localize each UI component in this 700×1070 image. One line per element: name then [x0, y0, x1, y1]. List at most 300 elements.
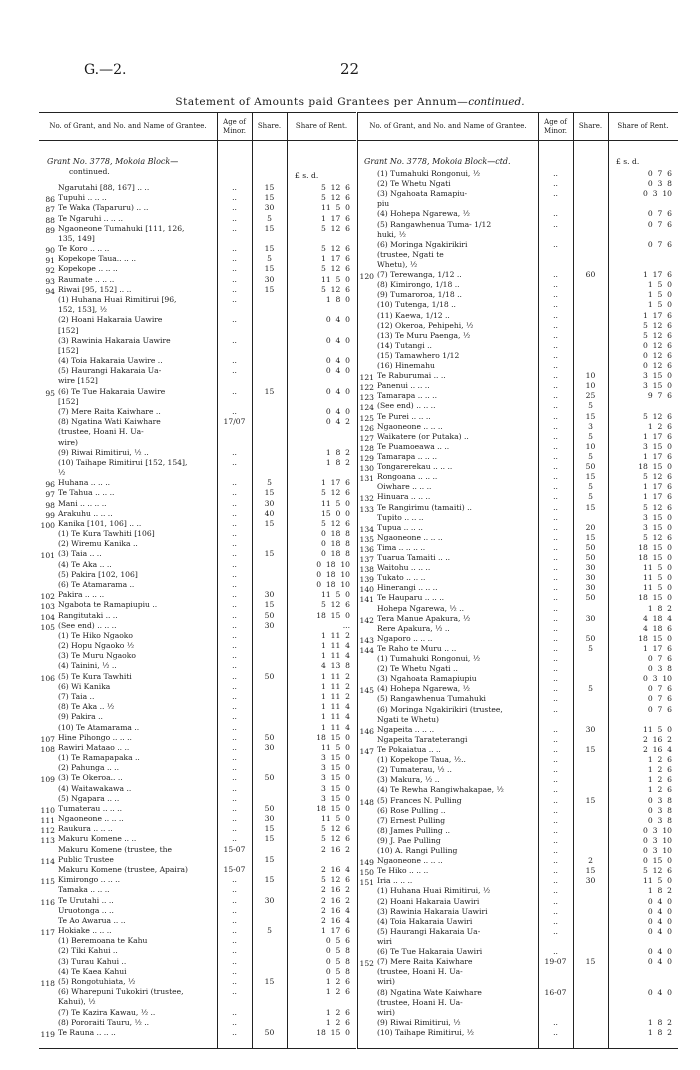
table-row — [358, 684, 678, 696]
table-row — [39, 315, 356, 324]
table-row — [358, 1018, 678, 1027]
rent-amount: 5 12 6 — [321, 193, 350, 203]
grantee-name: Whetu), ½ — [377, 259, 418, 269]
table-row — [39, 346, 356, 355]
table-row — [39, 549, 356, 561]
rent-amount: 3 15 0 — [321, 753, 350, 762]
grant-number: 115 — [40, 877, 55, 887]
minor-age: .. — [232, 284, 237, 294]
share-value: 15 — [264, 386, 275, 396]
grantee-name: (1) Tumahuki Rongonui, ½ — [377, 654, 481, 663]
grantee-name: Ngabota te Ramapiupiu .. — [58, 600, 158, 610]
rent-amount: 3 15 0 — [643, 371, 672, 381]
grantee-name: Raumate .. .. .. — [58, 274, 115, 284]
rent-amount: 0 7 6 — [647, 239, 672, 249]
grantee-name: Te Puamoeawa .. .. — [377, 441, 450, 451]
share-value: 60 — [585, 270, 596, 279]
minor-age: .. — [232, 773, 237, 783]
rent-amount: 3 15 0 — [643, 512, 672, 522]
minor-age: .. — [553, 472, 558, 482]
grantee-name: (9) Riwai Rimitirui, ½ — [377, 1017, 461, 1027]
grantee-name: Te Rangirimu (tamaiti) .. — [377, 502, 472, 512]
table-row — [39, 824, 356, 836]
rent-amount: 0 4 0 — [647, 926, 672, 936]
share-value: 30 — [585, 583, 596, 593]
minor-age: .. — [232, 1017, 237, 1027]
rent-amount: 4 18 6 — [643, 623, 672, 633]
grant-number: 104 — [40, 612, 55, 622]
grantee-name: [152] — [58, 345, 79, 355]
table-row — [358, 482, 678, 491]
table-row — [358, 573, 678, 585]
rent-amount: 5 12 6 — [321, 264, 350, 274]
rent-amount: 0 7 6 — [647, 654, 672, 663]
grantee-name: (8) Te Aka .. ½ — [58, 702, 115, 712]
share-value: 15 — [264, 244, 275, 254]
share-value: 15 — [585, 866, 596, 876]
table-row — [39, 509, 356, 518]
table-row — [358, 745, 678, 754]
grant-number: 140 — [359, 585, 374, 595]
rent-amount: 1 8 2 — [647, 1017, 672, 1027]
grant-number: 101 — [40, 551, 55, 561]
minor-age: .. — [553, 765, 558, 775]
rent-amount: 0 4 0 — [647, 987, 672, 997]
share-value: 30 — [264, 590, 275, 600]
grantee-name: (2) Wiremu Kanika .. — [58, 539, 138, 549]
minor-age: .. — [232, 651, 237, 661]
grant-number: 88 — [45, 215, 55, 225]
minor-age: .. — [232, 600, 237, 610]
grantee-name: Arakuhu .. .. .. — [58, 508, 113, 518]
table-row — [358, 533, 678, 542]
share-value: 30 — [264, 742, 275, 752]
rent-amount: 5 12 6 — [321, 488, 350, 498]
table-row — [39, 376, 356, 385]
minor-age: .. — [232, 254, 237, 264]
grant-number: 138 — [359, 565, 374, 575]
table-row — [358, 543, 678, 552]
minor-age: .. — [553, 947, 558, 957]
minor-age: .. — [232, 641, 237, 650]
grant-number: 120 — [359, 272, 374, 281]
grantee-name: Ngaoneone .. .. .. — [58, 814, 124, 824]
grant-number: 143 — [359, 635, 374, 645]
rent-amount: 0 3 10 — [643, 825, 672, 835]
grant-number: 117 — [40, 928, 55, 937]
rent-amount: 0 7 6 — [647, 684, 672, 694]
table-row — [39, 855, 356, 864]
rent-amount: 1 11 4 — [321, 641, 350, 650]
grantee-name: wiri) — [377, 1007, 395, 1017]
grantee-name: (7) Te Kazira Kawau, ½ .. — [58, 1007, 156, 1017]
grantee-name: Te Hauparu .. .. .. — [377, 593, 445, 603]
table-row — [358, 391, 678, 403]
share-value: 30 — [264, 498, 275, 508]
rent-amount: 0 3 8 — [647, 805, 672, 815]
grantee-name: (1) Kopekope Taua, ½.. — [377, 755, 466, 765]
grantee-name: Hohepa Ngarewa, ½ .. — [377, 603, 464, 613]
table-row — [358, 311, 678, 320]
rent-amount: 1 5 0 — [647, 280, 672, 290]
table-row — [39, 326, 356, 335]
table-row — [358, 381, 678, 393]
table-row — [358, 957, 678, 969]
rent-amount: 1 8 2 — [647, 1027, 672, 1037]
grantee-name: (6) Te Tue Hakaraia Uawiri — [377, 947, 483, 957]
rent-amount: 0 3 10 — [643, 189, 672, 199]
grantee-name: (4) Te Aka .. .. — [58, 559, 112, 569]
minor-age: .. — [232, 885, 237, 895]
grantee-name: Panenui .. .. .. — [377, 381, 430, 391]
minor-age: .. — [553, 270, 558, 279]
table-row — [358, 775, 678, 784]
rent-amount: 18 15 0 — [638, 462, 672, 471]
share-value: 15 — [264, 976, 275, 986]
share-value: 5 — [267, 213, 272, 223]
rent-amount: 0 7 6 — [647, 694, 672, 704]
minor-age: .. — [232, 732, 237, 742]
grant-number: 116 — [40, 897, 55, 907]
grantee-name: Tukato .. .. .. — [377, 573, 426, 583]
rent-amount: 1 11 2 — [321, 671, 350, 681]
share-value: 5 — [267, 926, 272, 935]
minor-age: .. — [232, 539, 237, 549]
minor-age: .. — [232, 569, 237, 579]
table-row — [39, 529, 356, 538]
rent-amount: 2 16 4 — [321, 905, 350, 915]
rent-amount: 3 15 0 — [643, 522, 672, 532]
minor-age: .. — [553, 583, 558, 593]
table-row — [39, 977, 356, 986]
rent-amount: 11 5 0 — [643, 573, 672, 583]
grantee-name: Rongoana .. .. .. — [377, 472, 438, 482]
rent-amount: 18 15 0 — [638, 553, 672, 562]
grantee-name: Makuru Komene (trustee, Apaira) — [58, 865, 188, 874]
grantee-name: [152] — [58, 325, 79, 335]
minor-age: .. — [232, 356, 237, 365]
grantee-name: Te Urutahi .. .. — [58, 895, 114, 905]
grantee-name: (3) Te Okeroa.. .. — [58, 773, 123, 783]
grant-number: 113 — [40, 836, 55, 846]
rent-amount: 18 15 0 — [638, 633, 672, 643]
grantee-name: (5) Rongotuhiata, ½ — [58, 976, 136, 986]
grantee-name: Hine Pihongo .. .. .. — [58, 732, 132, 742]
table-row — [39, 285, 356, 294]
table-row — [39, 305, 356, 314]
minor-age: .. — [232, 905, 237, 915]
grant-number: 103 — [40, 602, 55, 612]
minor-age: .. — [553, 805, 558, 815]
table-row — [39, 753, 356, 762]
table-row — [358, 917, 678, 926]
minor-age: .. — [553, 886, 558, 896]
grantee-name: (4) Te Rewha Rangiwhakapae, ½ — [377, 785, 504, 795]
grant-number: 91 — [45, 256, 55, 266]
minor-age: .. — [232, 742, 237, 752]
grant-number: 89 — [45, 225, 55, 235]
grantee-name: (4) Waitawakawa .. — [58, 783, 132, 793]
grant-number: 130 — [359, 464, 374, 473]
grantee-name: Waitohu .. .. .. — [377, 563, 431, 573]
table-row — [358, 300, 678, 309]
rent-amount: 0 3 8 — [647, 179, 672, 189]
minor-age: .. — [553, 734, 558, 744]
minor-age: .. — [553, 512, 558, 522]
rent-amount: 2 16 4 — [321, 915, 350, 925]
table-row — [39, 193, 356, 205]
grant-number: 150 — [359, 868, 374, 878]
table-row — [39, 275, 356, 284]
section-title: Grant No. 3778, Mokoia Block—ctd. — [364, 157, 511, 166]
table-row — [358, 937, 678, 946]
col-header-share: Share. — [252, 113, 287, 141]
grantee-name: (8) Ngatina Wate Kaiwhare — [377, 987, 482, 997]
rent-amount: 3 15 0 — [643, 381, 672, 391]
share-value: 15 — [585, 745, 596, 754]
grantee-name: Rangitutaki .. .. — [58, 610, 118, 620]
table-row — [358, 169, 678, 178]
rent-amount: 0 5 8 — [325, 956, 350, 966]
share-value: 30 — [585, 563, 596, 573]
grantee-name: Uruotonga .. .. — [58, 905, 114, 915]
share-value: 25 — [585, 391, 596, 401]
table-row — [39, 784, 356, 793]
table-row — [358, 624, 678, 633]
minor-age: .. — [553, 431, 558, 441]
table-row — [39, 763, 356, 772]
minor-age: .. — [232, 1007, 237, 1017]
rent-amount: 0 5 8 — [325, 966, 350, 976]
grantee-name: Te Ao Awarua .. .. — [58, 915, 126, 925]
table-row — [358, 401, 678, 413]
grantee-name: (4) Hohepa Ngarewa, ½ — [377, 209, 470, 219]
grantee-name: (1) Huhana Huai Rimitirui [96, — [58, 295, 177, 304]
share-value: 15 — [585, 411, 596, 421]
share-value: 10 — [585, 441, 596, 451]
grant-number: 87 — [45, 205, 55, 215]
table-row — [39, 427, 356, 436]
minor-age: .. — [232, 671, 237, 681]
minor-age: .. — [232, 498, 237, 508]
table-row — [358, 705, 678, 714]
minor-age: .. — [553, 401, 558, 411]
table-row — [358, 674, 678, 683]
table-row — [39, 600, 356, 612]
grantee-name: (6) Wharepuni Tukokiri (trustee, — [58, 987, 184, 997]
grantee-name: Ngapeita Tarateterangi — [377, 734, 468, 744]
minor-age: .. — [553, 613, 558, 623]
grantee-name: Te Rauna .. .. .. — [58, 1027, 116, 1037]
grantee-name: Kopekope Taua.. .. .. — [58, 254, 137, 264]
minor-age: .. — [553, 664, 558, 674]
grantee-name: huki, ½ — [377, 229, 406, 239]
grantee-name: (3) Ngahoata Ramapiu- — [377, 189, 468, 199]
table-row — [358, 412, 678, 421]
rent-amount: 0 7 6 — [647, 219, 672, 229]
rent-amount: 5 12 6 — [643, 330, 672, 340]
grant-number: 99 — [45, 510, 55, 520]
rent-amount: 1 11 4 — [321, 712, 350, 722]
table-row — [358, 432, 678, 441]
grant-number: 126 — [359, 423, 374, 433]
minor-age: .. — [232, 447, 237, 457]
rent-amount: 11 5 0 — [321, 814, 350, 824]
minor-age: .. — [232, 213, 237, 223]
grantee-name: (6) Moringa Ngakirikiri — [377, 239, 468, 249]
grantee-name: Pakira .. .. .. — [58, 590, 105, 600]
grantee-name: Huhana .. .. .. — [58, 478, 111, 488]
grantee-name: (5) Frances N. Pulling — [377, 795, 462, 805]
rent-amount: 1 2 6 — [325, 1007, 350, 1017]
share-value: 15 — [264, 600, 275, 610]
minor-age: .. — [553, 219, 558, 229]
rent-amount: 1 11 2 — [321, 630, 350, 640]
table-row — [39, 946, 356, 955]
table-row — [358, 230, 678, 239]
table-row — [39, 651, 356, 660]
grantee-name: (11) Kaewa, 1/12 .. — [377, 310, 450, 320]
grant-number: 108 — [40, 744, 55, 754]
share-value: 5 — [588, 492, 593, 502]
minor-age: .. — [232, 722, 237, 732]
minor-age: .. — [553, 704, 558, 714]
rent-amount: 0 4 0 — [325, 335, 350, 345]
grantee-name: Tongarerekau .. .. .. — [377, 462, 453, 471]
grantee-name: Makuru Komene .. .. — [58, 834, 137, 844]
grantee-name: Te Tahua .. .. .. — [58, 488, 115, 498]
grantee-name: Te Raburumai .. .. — [377, 371, 446, 381]
minor-age: .. — [232, 681, 237, 691]
rent-amount: 1 17 6 — [643, 492, 672, 502]
share-value: 50 — [585, 542, 596, 552]
rent-amount: 0 7 6 — [647, 169, 672, 178]
share-value: 30 — [264, 895, 275, 905]
rent-amount: 1 17 6 — [643, 482, 672, 492]
rent-amount: 5 12 6 — [643, 502, 672, 512]
minor-age: .. — [232, 559, 237, 569]
grant-number: 102 — [40, 592, 55, 602]
minor-age: .. — [553, 532, 558, 542]
table-row — [358, 907, 678, 916]
rent-amount: 18 15 0 — [638, 593, 672, 603]
rent-amount: 5 12 6 — [321, 284, 350, 294]
table-row — [39, 1008, 356, 1017]
minor-age: .. — [232, 518, 237, 528]
share-value: 30 — [264, 814, 275, 824]
table-row — [358, 452, 678, 461]
table-row — [358, 442, 678, 451]
grantee-name: 135, 149] — [58, 233, 95, 243]
grant-number: 109 — [40, 775, 55, 785]
grantee-name: Public Trustee — [58, 854, 114, 864]
rent-amount: 1 11 2 — [321, 691, 350, 701]
share-value: 15 — [264, 264, 275, 274]
table-row — [358, 664, 678, 673]
table-row — [358, 604, 678, 613]
minor-age: .. — [232, 946, 237, 956]
minor-age: 19-07 — [544, 957, 567, 967]
grant-number: 112 — [40, 826, 55, 836]
grant-number: 119 — [40, 1029, 55, 1039]
table-row — [39, 906, 356, 915]
minor-age: .. — [553, 745, 558, 754]
minor-age: .. — [553, 441, 558, 451]
minor-age: .. — [232, 824, 237, 834]
share-value: 10 — [585, 381, 596, 391]
table-row — [358, 886, 678, 895]
minor-age: .. — [232, 976, 237, 986]
table-row — [358, 583, 678, 595]
share-value: 15 — [264, 183, 275, 192]
share-value: 15 — [585, 472, 596, 482]
rent-amount: 1 17 6 — [321, 478, 350, 488]
table-row — [39, 875, 356, 887]
minor-age: .. — [232, 620, 237, 630]
minor-age: .. — [553, 179, 558, 189]
rent-amount: 1 2 6 — [325, 1017, 350, 1027]
rent-amount: 0 4 0 — [647, 957, 672, 967]
table-row — [358, 806, 678, 815]
share-value: 30 — [585, 876, 596, 886]
grant-number: 123 — [359, 393, 374, 403]
grantee-name: (6) Rose Pulling .. — [377, 805, 446, 815]
grantee-name: Te Purei .. .. .. — [377, 411, 431, 421]
table-row — [39, 926, 356, 935]
table-row — [358, 553, 678, 562]
table-row — [39, 499, 356, 508]
grantee-name: (6) Te Atamarama .. — [58, 580, 135, 589]
table-row — [39, 845, 356, 854]
grant-number: 96 — [45, 480, 55, 490]
minor-age: .. — [232, 610, 237, 620]
rent-amount: 2 16 4 — [643, 745, 672, 754]
table-row — [358, 927, 678, 936]
table-row — [39, 733, 356, 742]
minor-age: .. — [553, 330, 558, 340]
grantee-name: (1) Te Ramapapaka .. — [58, 753, 140, 762]
minor-age: .. — [553, 169, 558, 178]
table-row — [358, 280, 678, 289]
table-row — [358, 290, 678, 299]
minor-age: .. — [553, 280, 558, 290]
grantee-name: (15) Tamawhero 1/12 — [377, 350, 460, 360]
table-row — [358, 240, 678, 249]
share-value: 30 — [585, 724, 596, 734]
minor-age: .. — [232, 691, 237, 701]
grantee-name: (trustee, Ngati te — [377, 249, 444, 259]
grantee-name: [152] — [58, 396, 79, 406]
minor-age: .. — [232, 580, 237, 589]
minor-age: .. — [232, 895, 237, 905]
minor-age: .. — [553, 381, 558, 391]
table-row — [39, 773, 356, 785]
table-row — [358, 866, 678, 878]
table-row — [39, 631, 356, 640]
grantee-name: (trustee, Hoani H. Ua- — [58, 427, 144, 437]
minor-age: .. — [553, 593, 558, 603]
table-row — [39, 224, 356, 233]
rent-amount: 11 5 0 — [321, 498, 350, 508]
grantee-name: (8) Ngatina Wati Kaiwhare — [58, 417, 161, 427]
rent-amount: 0 7 6 — [647, 704, 672, 714]
grantee-name: (3) Te Muru Ngaoko — [58, 651, 136, 661]
grantee-name: Hinerangi .. .. .. — [377, 583, 438, 593]
rent-amount: 1 8 2 — [647, 603, 672, 613]
grant-number: 152 — [359, 959, 374, 969]
minor-age: .. — [553, 502, 558, 512]
grantee-name: Tumaterau .. .. .. — [58, 803, 123, 813]
